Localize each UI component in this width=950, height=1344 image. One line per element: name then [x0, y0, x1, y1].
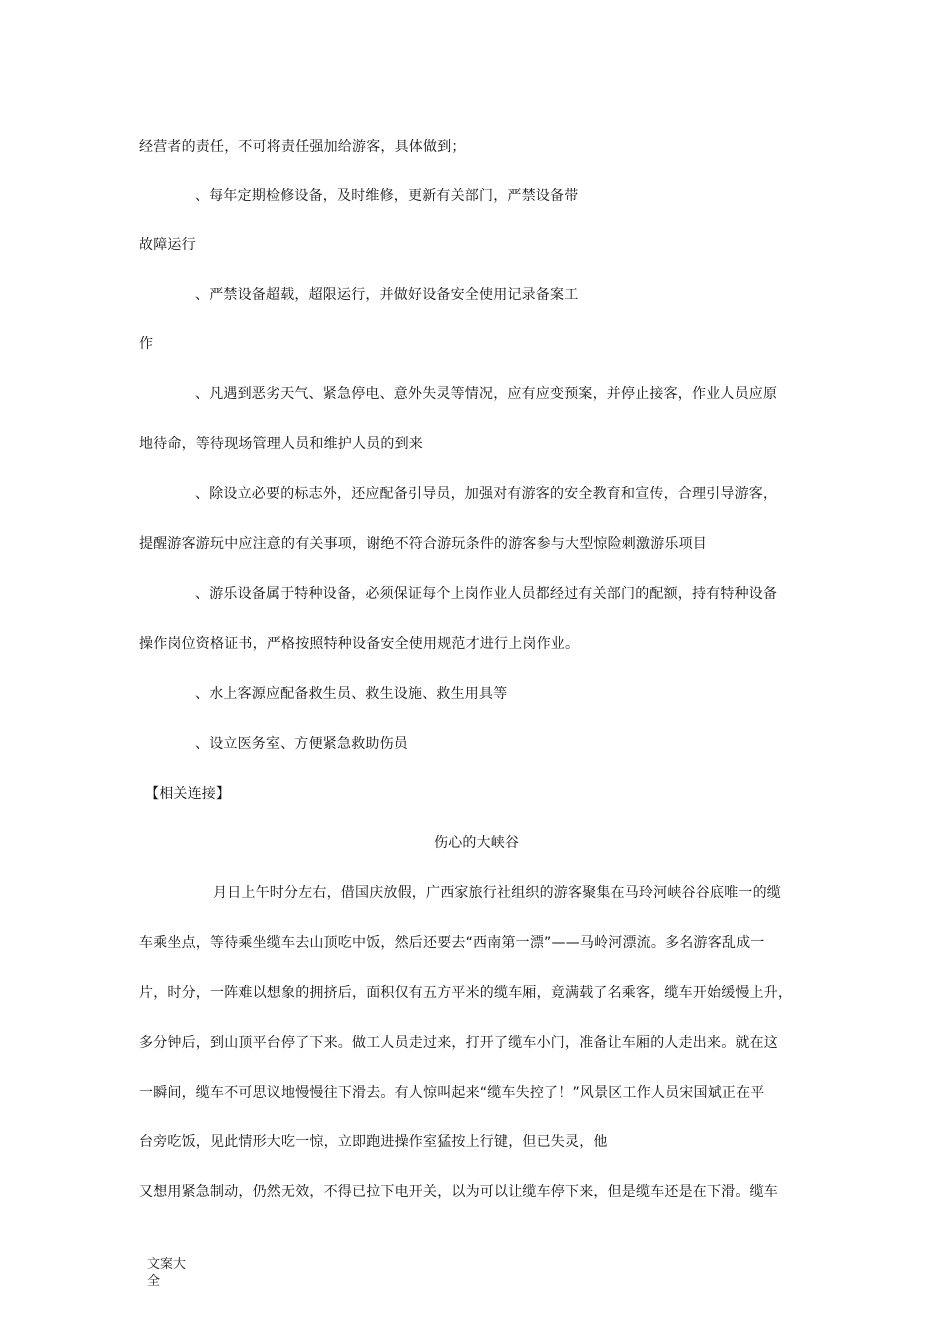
text-line: 地待命，等待现场管理人员和维护人员的到来 [139, 436, 423, 452]
paragraph-line: 多分钟后，到山顶平台停了下来。做工人员走过来，打开了缆车小门，准备让车厢的人走出来。就在这 [139, 1035, 778, 1051]
paragraph-line: 月日上午时分左右，借国庆放假，广西家旅行社组织的游客聚集在马玲河峡谷谷底唯一的缆 [213, 885, 781, 901]
footer-watermark [147, 1256, 186, 1290]
list-item: 、游乐设备属于特种设备，必须保证每个上岗作业人员都经过有关部门的配额，持有特种设备 [195, 586, 778, 602]
list-item: 、严禁设备超载，超限运行，并做好设备安全使用记录备案工 [195, 287, 579, 303]
text-line: 经营者的责任，不可将责任强加给游客，具体做到； [139, 139, 466, 155]
paragraph-line: 一瞬间，缆车不可思议地慢慢往下滑去。有人惊叫起来“缆车失控了！”风景区工作人员宋国斌正在平 [139, 1085, 765, 1101]
text-line: 作 [139, 336, 154, 352]
text-line: 操作岗位资格证书，严格按照特种设备安全使用规范才进行上岗作业。 [139, 636, 580, 652]
paragraph-line: 台旁吃饭，见此情形大吃一惊，立即跑进操作室猛按上行键，但已失灵，他 [139, 1134, 608, 1150]
list-item: 、除设立必要的标志外，还应配备引导员，加强对有游客的安全教育和宣传，合理引导游客， [195, 486, 778, 502]
paragraph-line: 又想用紧急制动，仍然无效，不得已拉下电开关，以为可以让缆车停下来，但是缆车还是在下滑。缆车 [139, 1184, 778, 1200]
text-line: 故障运行 [139, 237, 196, 253]
article-title: 伤心的大峡谷 [434, 835, 520, 851]
footer-line: 文案大 [147, 1257, 187, 1272]
list-item: 、凡遇到恶劣天气、紧急停电、意外失灵等情况，应有应变预案，并停止接客，作业人员应原 [195, 386, 778, 402]
paragraph-line: 车乘坐点，等待乘坐缆车去山顶吃中饭，然后还要去“西南第一漂”——马岭河漂流。多名游客乱成一 [139, 935, 765, 951]
section-heading: 【相关连接】 [145, 786, 231, 802]
list-item: 、水上客源应配备救生员、救生设施、救生用具等 [195, 686, 508, 702]
text-line: 提醒游客游玩中应注意的有关事项，谢绝不符合游玩条件的游客参与大型惊险刺激游乐项目 [139, 536, 707, 552]
list-item: 、设立医务室、方便紧急救助伤员 [195, 736, 408, 752]
list-item: 、每年定期检修设备，及时维修，更新有关部门，严禁设备带 [195, 188, 579, 204]
footer-line: 全 [147, 1274, 161, 1289]
paragraph-line: 片，时分，一阵难以想象的拥挤后，面积仅有五方平米的缆车厢，竟满载了名乘客，缆车开始缓慢上升， [139, 985, 793, 1001]
